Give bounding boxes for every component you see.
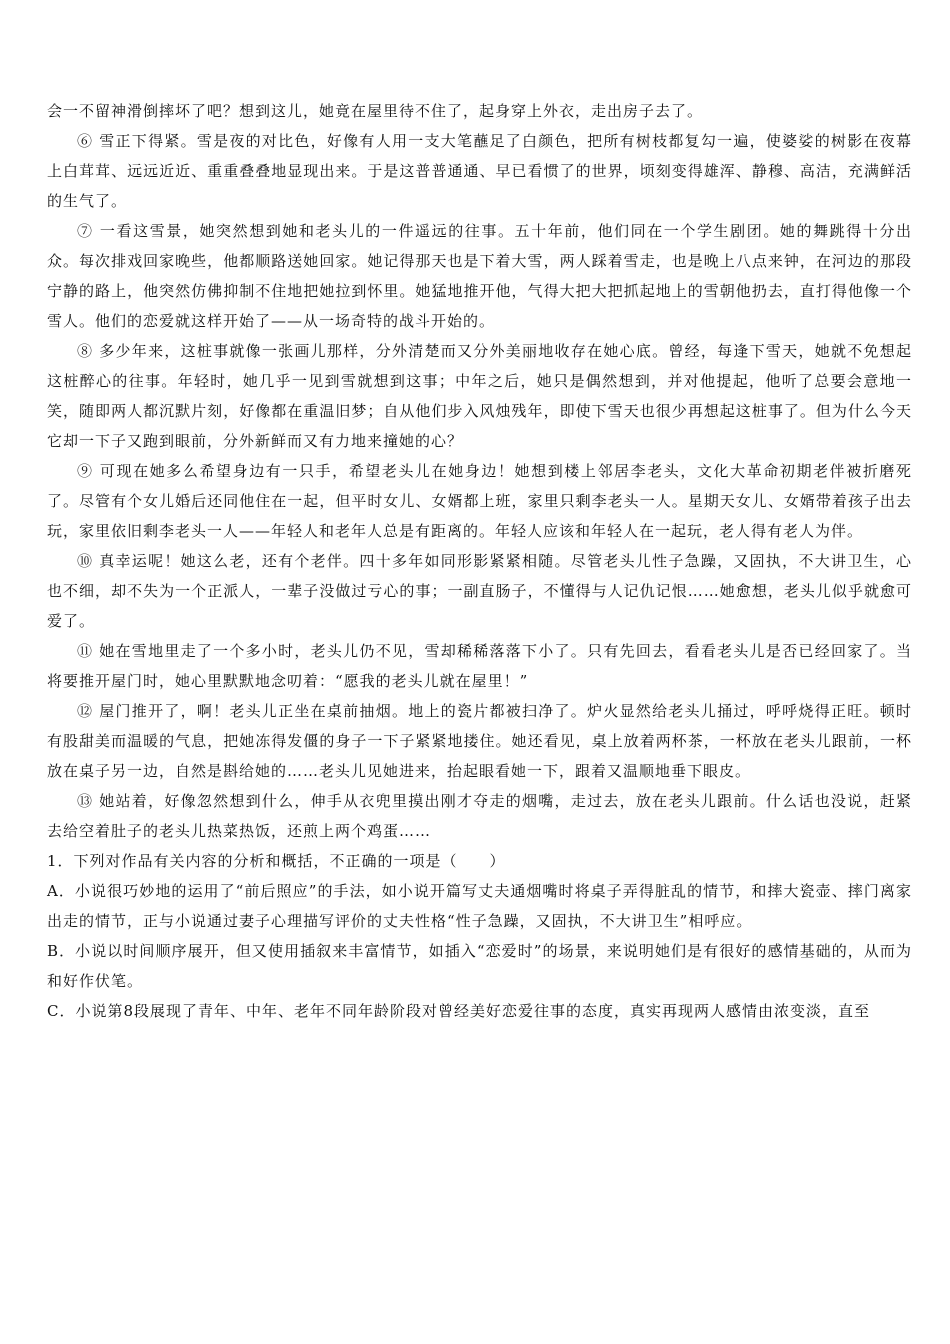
passage-paragraph-8: ⑧ 多少年来，这桩事就像一张画儿那样，分外清楚而又分外美丽地收存在她心底。曾经，每逢下雪天，她就不免想起这桩醉心的往事。年轻时，她几乎一见到雪就想到这事；中年之后，她只是偶然想到，并对他提起，他听了总要会意地一笑，随即两人都沉默片刻，好像都在重温旧梦；自从他们步入风烛残年，即使下雪天也很少再想起这桩事了。但为什么今天它却一下子又跑到眼前，分外新鲜而又有力地来撞她的心？ [47,342,912,450]
passage-paragraph-10: ⑩ 真幸运呢！她这么老，还有个老伴。四十多年如同形影紧紧相随。尽管老头儿性子急躁，又固执，不大讲卫生，心也不细，却不失为一个正派人，一辈子没做过亏心的事；一副直肠子，不懂得与人记仇记恨……她愈想，老头儿似乎就愈可爱了。 [47,552,912,630]
question-1-option-b: B．小说以时间顺序展开，但又使用插叙来丰富情节，如插入“恋爱时”的场景，来说明她们是有很好的感情基础的，从而为和好作伏笔。 [47,942,912,990]
passage [47,96,912,1026]
passage-paragraph-11: ⑪ 她在雪地里走了一个多小时，老头儿仍不见，雪却稀稀落落下小了。只有先回去，看看老头儿是否已经回家了。当将要推开屋门时，她心里默默地念叨着：“愿我的老头儿就在屋里！” [47,642,912,690]
passage-paragraph-7: ⑦ 一看这雪景，她突然想到她和老头儿的一件遥远的往事。五十年前，他们同在一个学生剧团。她的舞跳得十分出众。每次排戏回家晚些，他都顺路送她回家。她记得那天也是下着大雪，两人踩着雪走，也是晚上八点来钟，在河边的那段宁静的路上，他突然仿佛抑制不住地把她拉到怀里。她猛地推开他，气得大把大把抓起地上的雪朝他扔去，直打得他像一个雪人。他们的恋爱就这样开始了——从一场奇特的战斗开始的。 [47,222,912,330]
question-1-option-a: A．小说很巧妙地的运用了“前后照应”的手法，如小说开篇写丈夫通烟嘴时将桌子弄得脏乱的情节，和摔大瓷壶、摔门离家出走的情节，正与小说通过妻子心理描写评价的丈夫性格“性子急躁，又固执，不大讲卫生”相呼应。 [47,882,912,930]
passage-paragraph-12: ⑫ 屋门推开了，啊！老头儿正坐在桌前抽烟。地上的瓷片都被扫净了。炉火显然给老头儿捅过，呼呼烧得正旺。顿时有股甜美而温暖的气息，把她冻得发僵的身子一下子紧紧地搂住。她还看见，桌上放着两杯茶，一杯放在老头儿跟前，一杯放在桌子另一边，自然是斟给她的……老头儿见她进来，抬起眼看她一下，跟着又温顺地垂下眼皮。 [47,702,912,780]
passage-paragraph-13: ⑬ 她站着，好像忽然想到什么，伸手从衣兜里摸出刚才夺走的烟嘴，走过去，放在老头儿跟前。什么话也没说，赶紧去给空着肚子的老头儿热菜热饭，还煎上两个鸡蛋…… [47,792,912,840]
passage-paragraph-intro: 会一不留神滑倒摔坏了吧？想到这儿，她竟在屋里待不住了，起身穿上外衣，走出房子去了。 [47,102,704,120]
question-1-stem: 1．下列对作品有关内容的分析和概括，不正确的一项是（ ） [47,852,506,870]
question-1-option-c: C．小说第8段展现了青年、中年、老年不同年龄阶段对曾经美好恋爱往事的态度，真实再现两人感情由浓变淡，直至 [47,1002,871,1020]
passage-paragraph-9: ⑨ 可现在她多么希望身边有一只手，希望老头儿在她身边！她想到楼上邻居李老头，文化大革命初期老伴被折磨死了。尽管有个女儿婚后还同他住在一起，但平时女儿、女婿都上班，家里只剩李老头一人。星期天女儿、女婿带着孩子出去玩，家里依旧剩李老头一人——年轻人和老年人总是有距离的。年轻人应该和年轻人在一起玩，老人得有老人为伴。 [47,462,912,540]
passage-paragraph-6: ⑥ 雪正下得紧。雪是夜的对比色，好像有人用一支大笔蘸足了白颜色，把所有树枝都复勾一遍，使婆娑的树影在夜幕上白茸茸、远远近近、重重叠叠地显现出来。于是这普普通通、早已看惯了的世界，顷刻变得雄浑、静穆、高洁，充满鲜活的生气了。 [47,132,912,210]
